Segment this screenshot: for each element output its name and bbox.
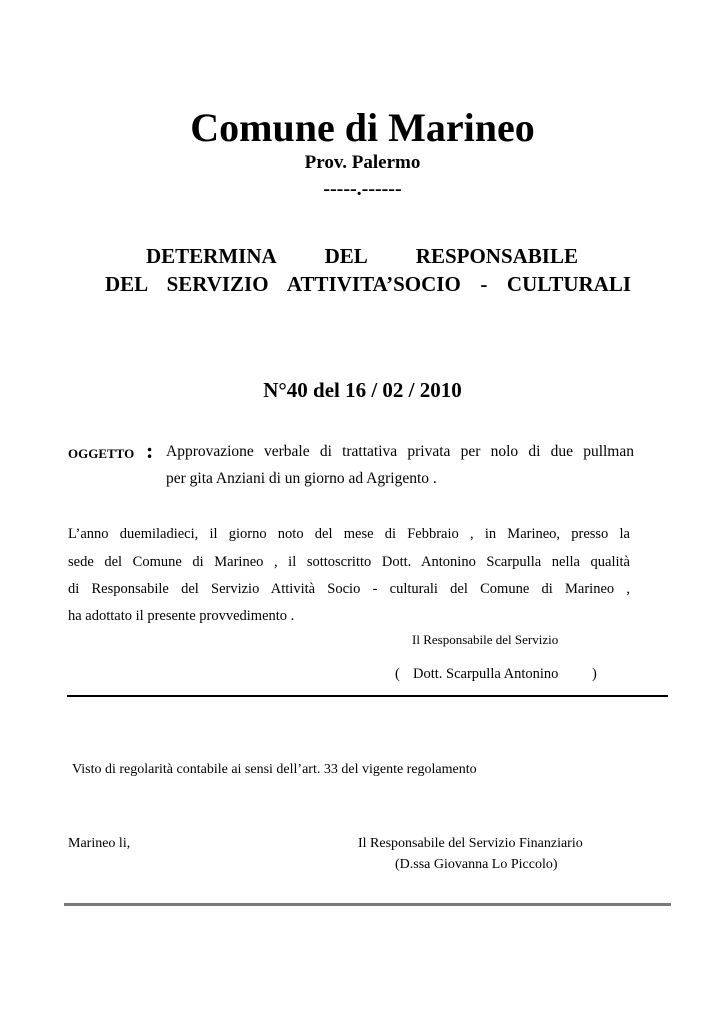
municipality-title: Comune di Marineo	[190, 105, 535, 150]
finance-manager-title: Il Responsabile del Servizio Finanziario	[358, 836, 583, 851]
signature-open-paren: (	[395, 666, 400, 682]
section-divider	[67, 695, 668, 697]
body-line-4: ha adottato il presente provvedimento .	[68, 608, 295, 624]
footer-divider	[64, 903, 671, 906]
oggetto-colon: :	[146, 438, 154, 463]
body-line-2: sede del Comune di Marineo , il sottoscritto Dott. Antonino Scarpulla nella qualità	[68, 554, 630, 570]
body-line-3: di Responsabile del Servizio Attività Socio - culturali del Comune di Marineo ,	[68, 581, 630, 597]
heading-line-2: DEL SERVIZIO ATTIVITA’SOCIO - CULTURALI	[105, 272, 631, 296]
signature-label: Il Responsabile del Servizio	[412, 632, 559, 647]
place-date-label: Marineo li,	[68, 836, 131, 851]
finance-manager-name: (D.ssa Giovanna Lo Piccolo)	[395, 857, 558, 872]
signature-name: Dott. Scarpulla Antonino	[413, 666, 559, 682]
oggetto-text-line-2: per gita Anziani di un giorno ad Agrigento .	[166, 470, 437, 487]
header-separator: -----.------	[323, 178, 402, 200]
body-line-1: L’anno duemiladieci, il giorno noto del mese di Febbraio , in Marineo, presso la	[68, 526, 630, 542]
oggetto-label: OGGETTO	[68, 446, 135, 461]
signature-close-paren: )	[592, 666, 597, 682]
heading-line-1: DETERMINA DEL RESPONSABILE	[146, 244, 578, 268]
determination-number: N°40 del 16 / 02 / 2010	[263, 378, 462, 402]
province-subtitle: Prov. Palermo	[304, 152, 421, 173]
oggetto-text-line-1: Approvazione verbale di trattativa privata per nolo di due pullman	[166, 443, 634, 460]
accounting-approval-text: Visto di regolarità contabile ai sensi dell’art. 33 del vigente regolamento	[72, 762, 477, 777]
